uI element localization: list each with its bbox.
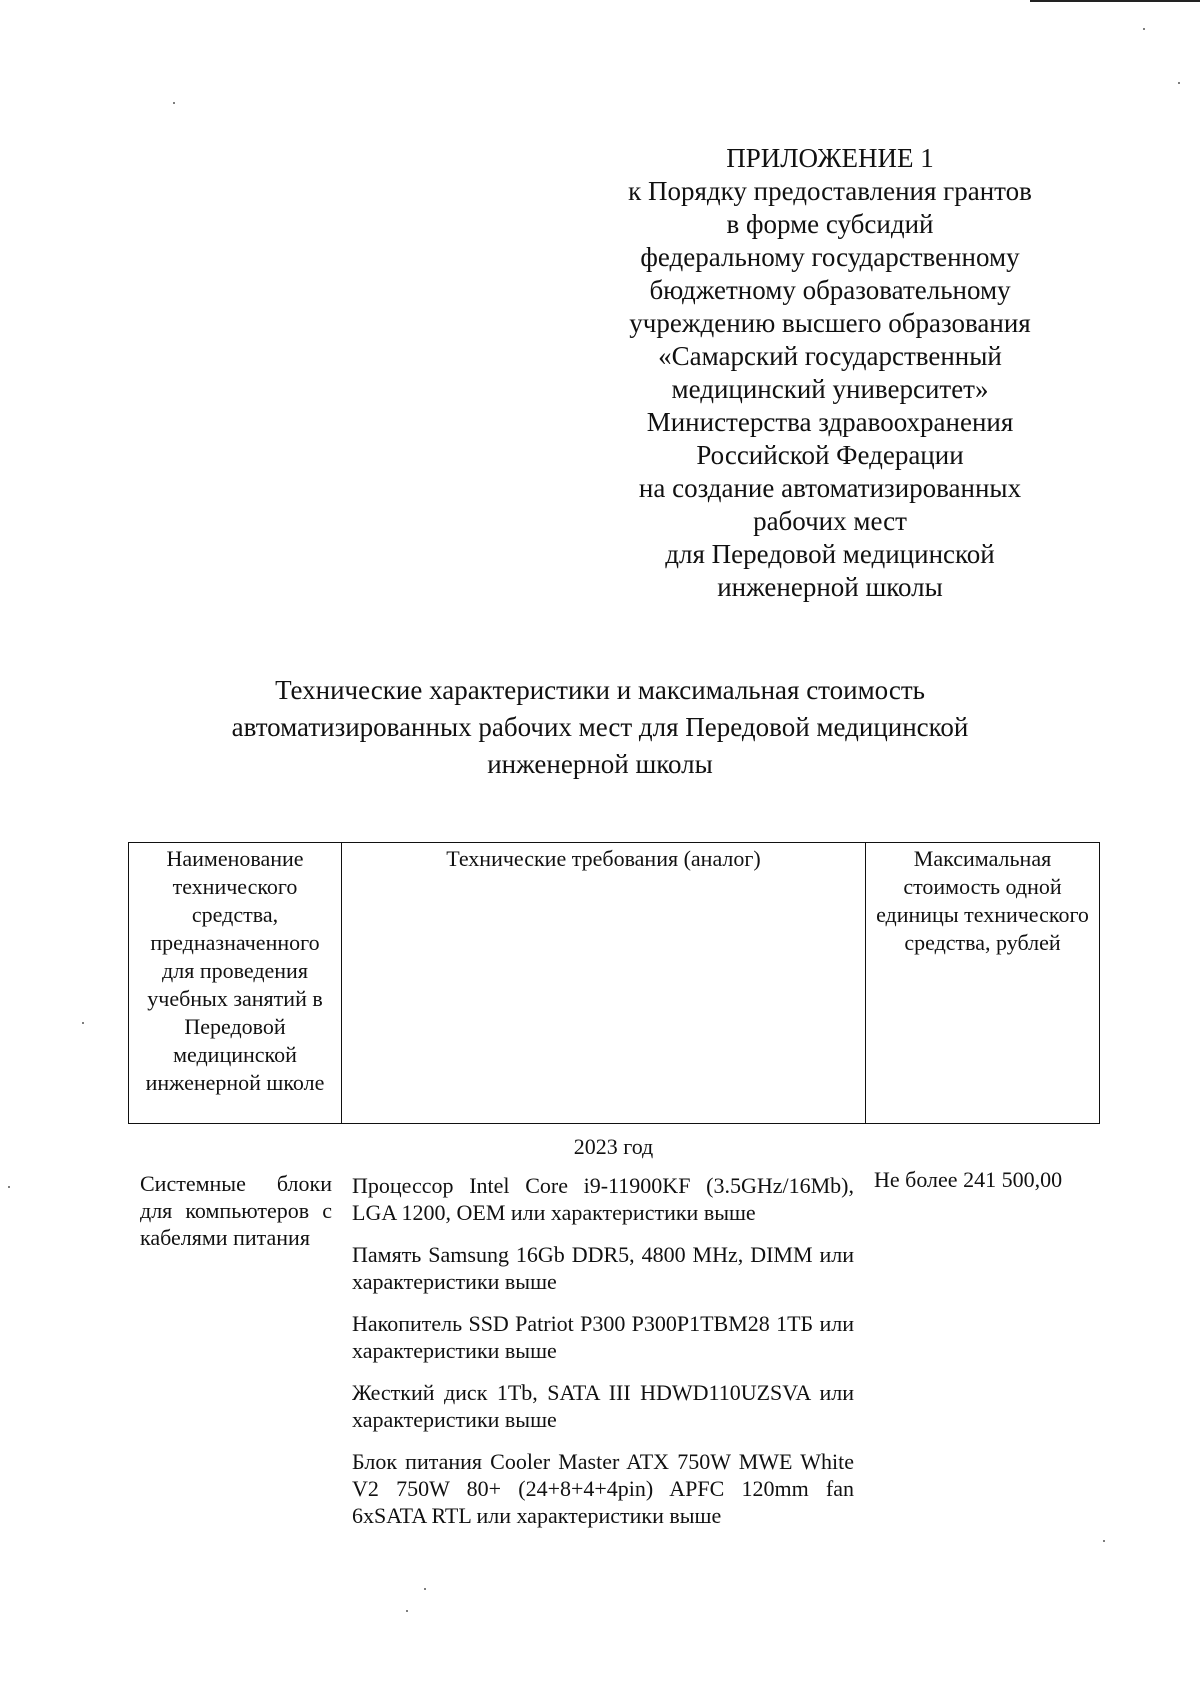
header-max-price: Максимальная стоимость одной единицы технического средства, рублей xyxy=(866,843,1100,1124)
requirement-item: Процессор Intel Core i9-11900KF (3.5GHz/16Mb), LGA 1200, OEM или характеристики выше xyxy=(352,1173,854,1225)
appendix-line: ПРИЛОЖЕНИЕ 1 xyxy=(726,143,934,173)
appendix-block xyxy=(600,142,1060,604)
document-title xyxy=(150,672,1050,783)
scan-speck xyxy=(82,1022,84,1024)
requirements-list xyxy=(352,1172,854,1544)
header-equipment-name: Наименование технического средства, предназначенного для проведения учебных занятий в Передовой медицинской инженерной школе xyxy=(129,843,342,1124)
title-line: автоматизированных рабочих мест для Передовой медицинской xyxy=(231,712,969,742)
appendix-line: на создание автоматизированных xyxy=(638,473,1022,503)
requirement-item: Накопитель SSD Patriot P300 P300P1TBM28 1ТБ или характеристики выше xyxy=(352,1311,854,1363)
scan-speck xyxy=(8,1186,10,1188)
title-line: инженерной школы xyxy=(487,749,713,779)
scan-speck xyxy=(1143,28,1145,30)
max-price: Не более 241 500,00 xyxy=(874,1167,1063,1192)
scan-edge-line xyxy=(1030,0,1200,2)
appendix-line: бюджетному образовательному xyxy=(649,275,1011,305)
appendix-line: Министерства здравоохранения xyxy=(646,407,1014,437)
requirement-item: Блок питания Cooler Master ATX 750W MWE White V2 750W 80+ (24+8+4+4pin) APFC 120mm fan 6xSATA RTL или характеристики выше xyxy=(352,1449,854,1528)
appendix-line: учреждению высшего образования xyxy=(629,308,1031,338)
requirement-item: Жесткий диск 1Tb, SATA III HDWD110UZSVA или характеристики выше xyxy=(352,1380,854,1432)
appendix-line: рабочих мест xyxy=(753,506,907,536)
scan-speck xyxy=(424,1588,426,1590)
appendix-line: инженерной школы xyxy=(717,572,943,602)
requirement-item: Память Samsung 16Gb DDR5, 4800 MHz, DIMM или характеристики выше xyxy=(352,1242,854,1294)
scan-speck xyxy=(1178,82,1180,84)
scan-speck xyxy=(1103,1540,1105,1542)
scan-speck xyxy=(406,1610,408,1612)
appendix-line: к Порядку предоставления грантов xyxy=(628,176,1032,206)
header-technical-requirements: Технические требования (аналог) xyxy=(342,843,866,1124)
appendix-line: федеральному государственному xyxy=(640,242,1020,272)
appendix-line: для Передовой медицинской xyxy=(665,539,995,569)
appendix-line: «Самарский государственный xyxy=(658,341,1002,371)
equipment-name: Системные блоки для компьютеров с кабелями питания xyxy=(140,1171,332,1250)
appendix-line: медицинский университет» xyxy=(671,374,989,404)
scan-speck xyxy=(173,102,175,104)
appendix-line: Российской Федерации xyxy=(696,440,964,470)
appendix-line: в форме субсидий xyxy=(726,209,934,239)
specs-table-header xyxy=(128,842,1100,1124)
title-line: Технические характеристики и максимальная стоимость xyxy=(275,675,925,705)
year-row: 2023 год xyxy=(573,1134,654,1159)
